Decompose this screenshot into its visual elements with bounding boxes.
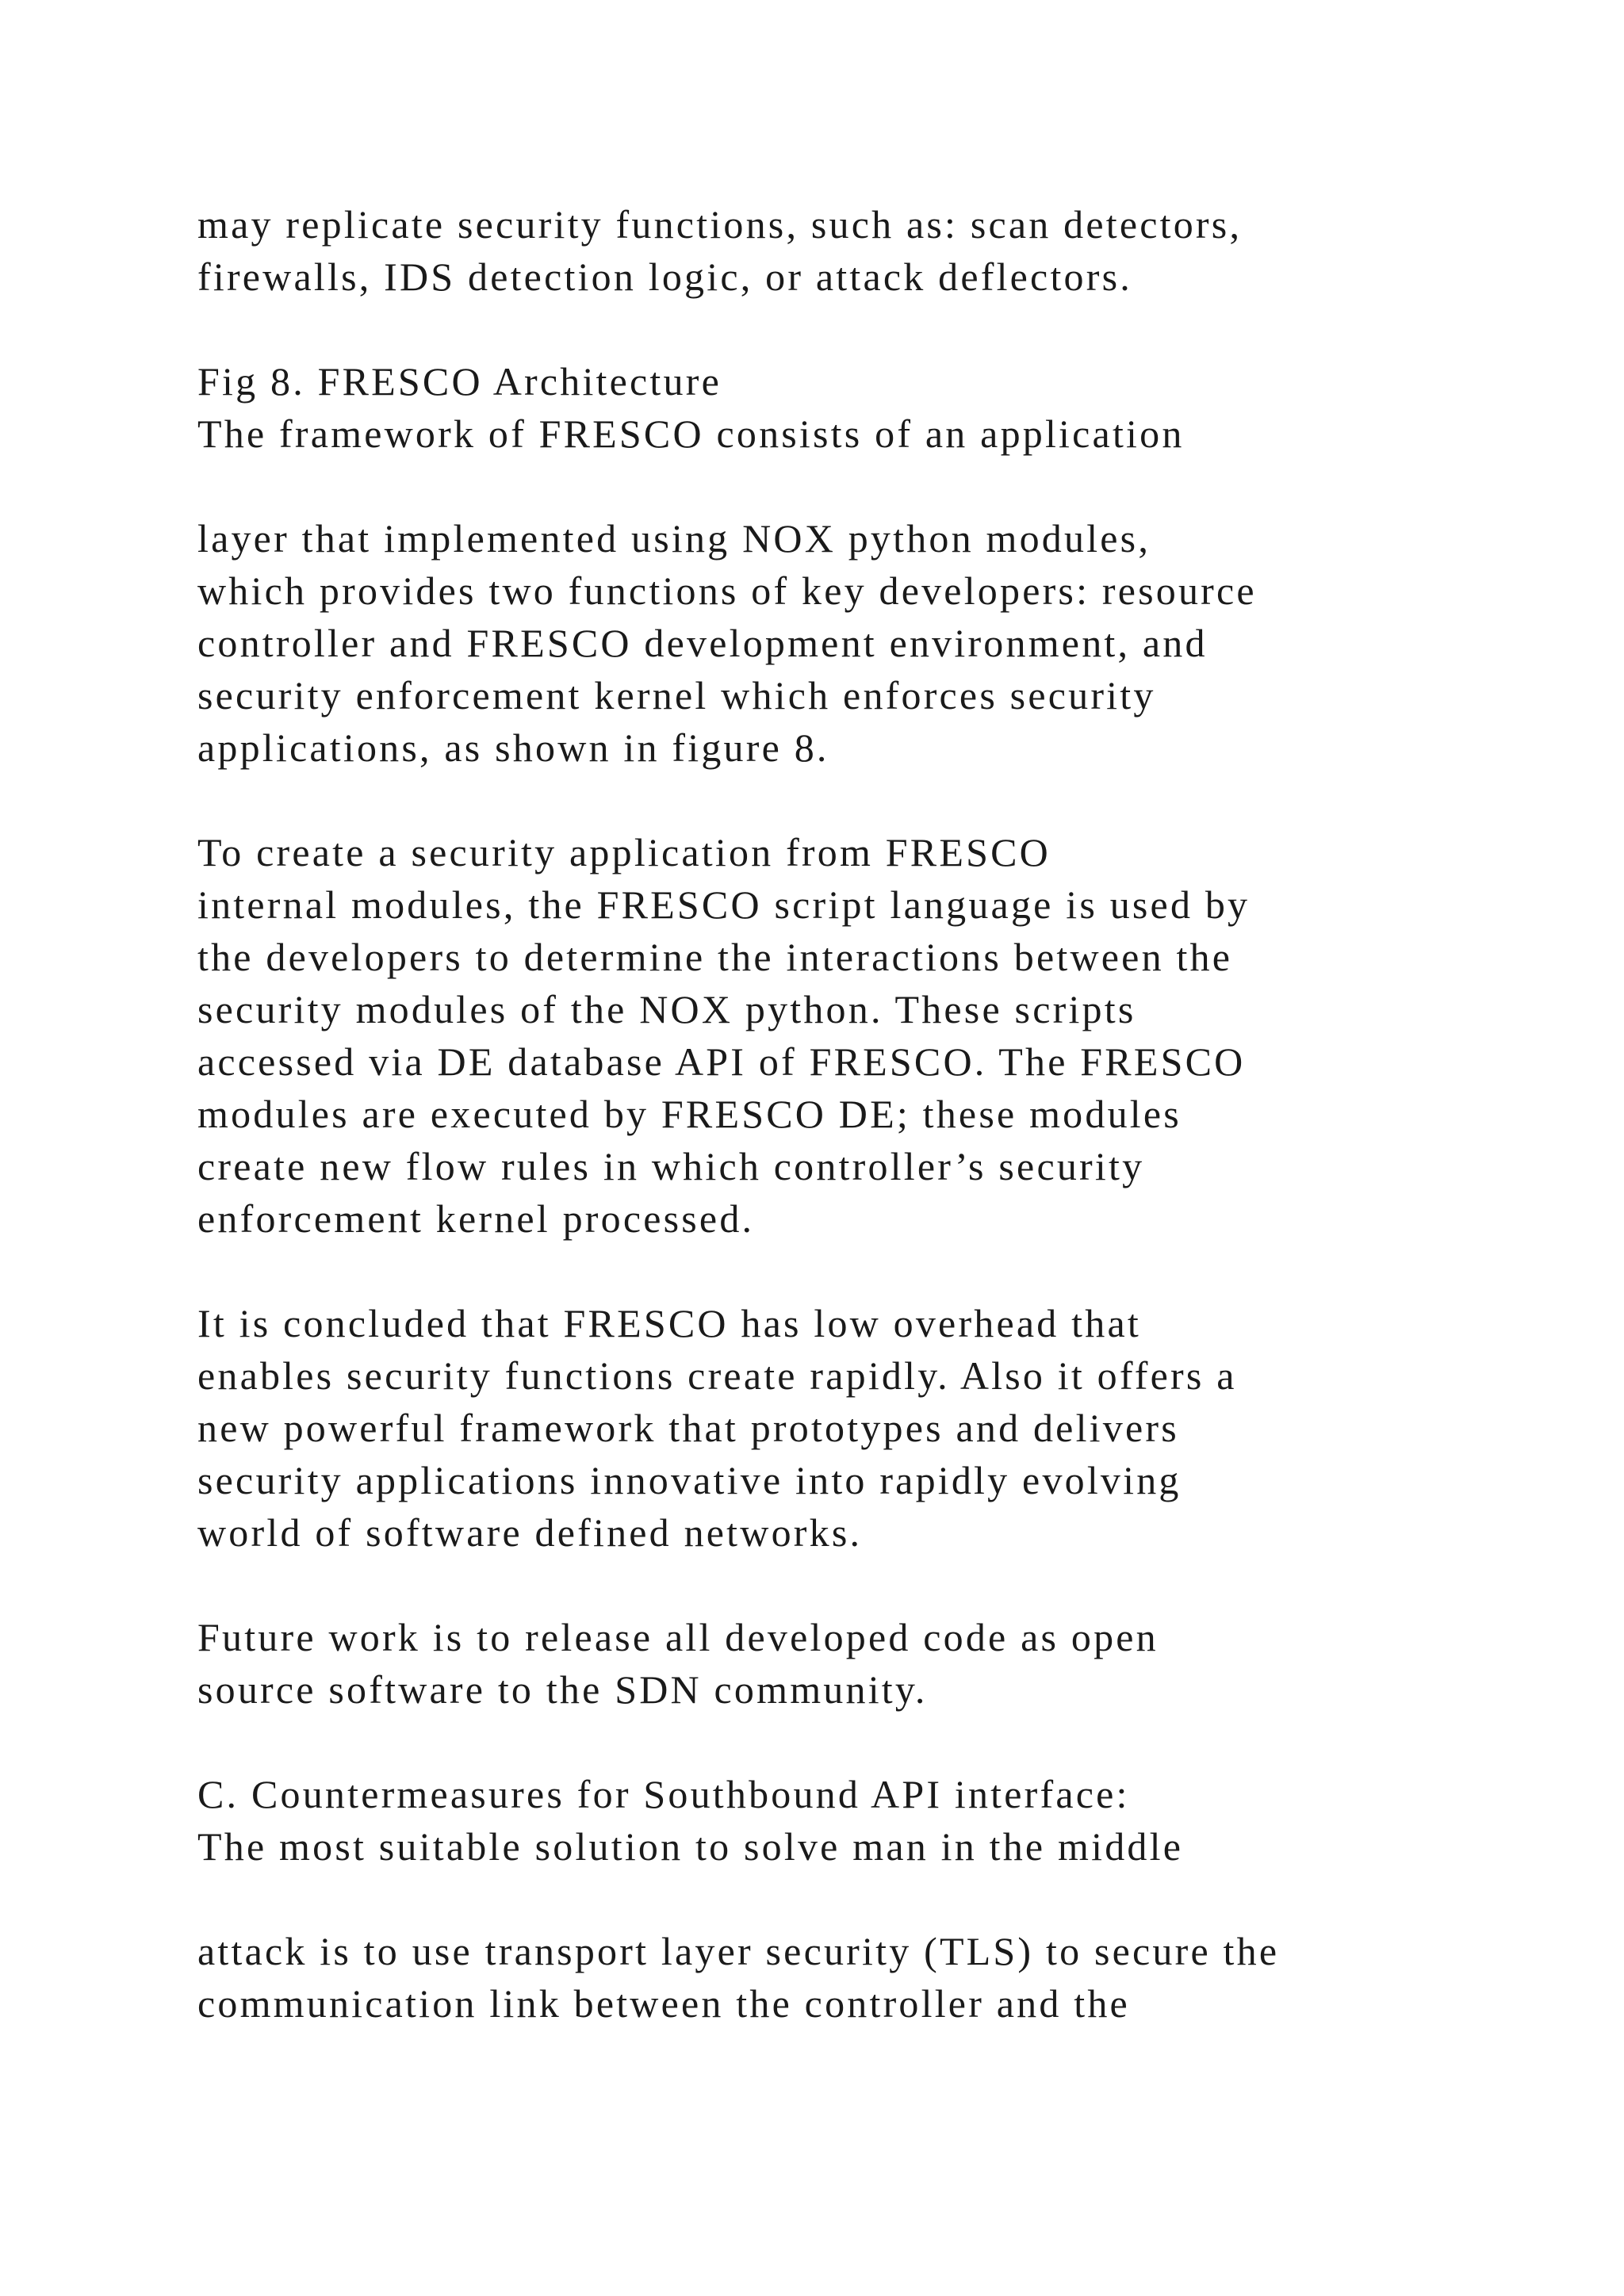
figure-caption: Fig 8. FRESCO Architecture [197,359,722,404]
text-line: controller and FRESCO development environment, and [197,621,1208,665]
text-line: To create a security application from FRESCO [197,830,1051,874]
text-line: enables security functions create rapidly. Also it offers a [197,1353,1237,1398]
text-line: which provides two functions of key developers: resource [197,568,1257,613]
text-line: applications, as shown in figure 8. [197,725,829,770]
text-line: enforcement kernel processed. [197,1196,755,1241]
section-heading: C. Countermeasures for Southbound API interface: [197,1772,1130,1816]
text-line: Future work is to release all developed code as open [197,1615,1159,1659]
text-line: layer that implemented using NOX python modules, [197,516,1151,561]
text-line: may replicate security functions, such as: scan detectors, [197,202,1243,247]
text-line: security enforcement kernel which enforces security [197,673,1156,718]
text-line: security applications innovative into rapidly evolving [197,1458,1182,1502]
text-line: modules are executed by FRESCO DE; these modules [197,1092,1182,1136]
text-line: It is concluded that FRESCO has low overhead that [197,1301,1141,1345]
text-line: internal modules, the FRESCO script language is used by [197,882,1251,927]
text-line: the developers to determine the interactions between the [197,935,1233,979]
text-line: create new flow rules in which controller’s security [197,1144,1145,1188]
text-line: source software to the SDN community. [197,1667,928,1712]
text-line: attack is to use transport layer security (TLS) to secure the [197,1929,1280,1973]
text-line: accessed via DE database API of FRESCO. The FRESCO [197,1039,1246,1084]
text-line: The framework of FRESCO consists of an application [197,411,1185,456]
text-line: firewalls, IDS detection logic, or attack deflectors. [197,254,1132,299]
text-line: The most suitable solution to solve man in the middle [197,1824,1184,1869]
text-line: security modules of the NOX python. These scripts [197,987,1136,1031]
text-line: new powerful framework that prototypes and delivers [197,1406,1179,1450]
text-line: communication link between the controller and the [197,1981,1130,2026]
text-line: world of software defined networks. [197,1510,863,1555]
